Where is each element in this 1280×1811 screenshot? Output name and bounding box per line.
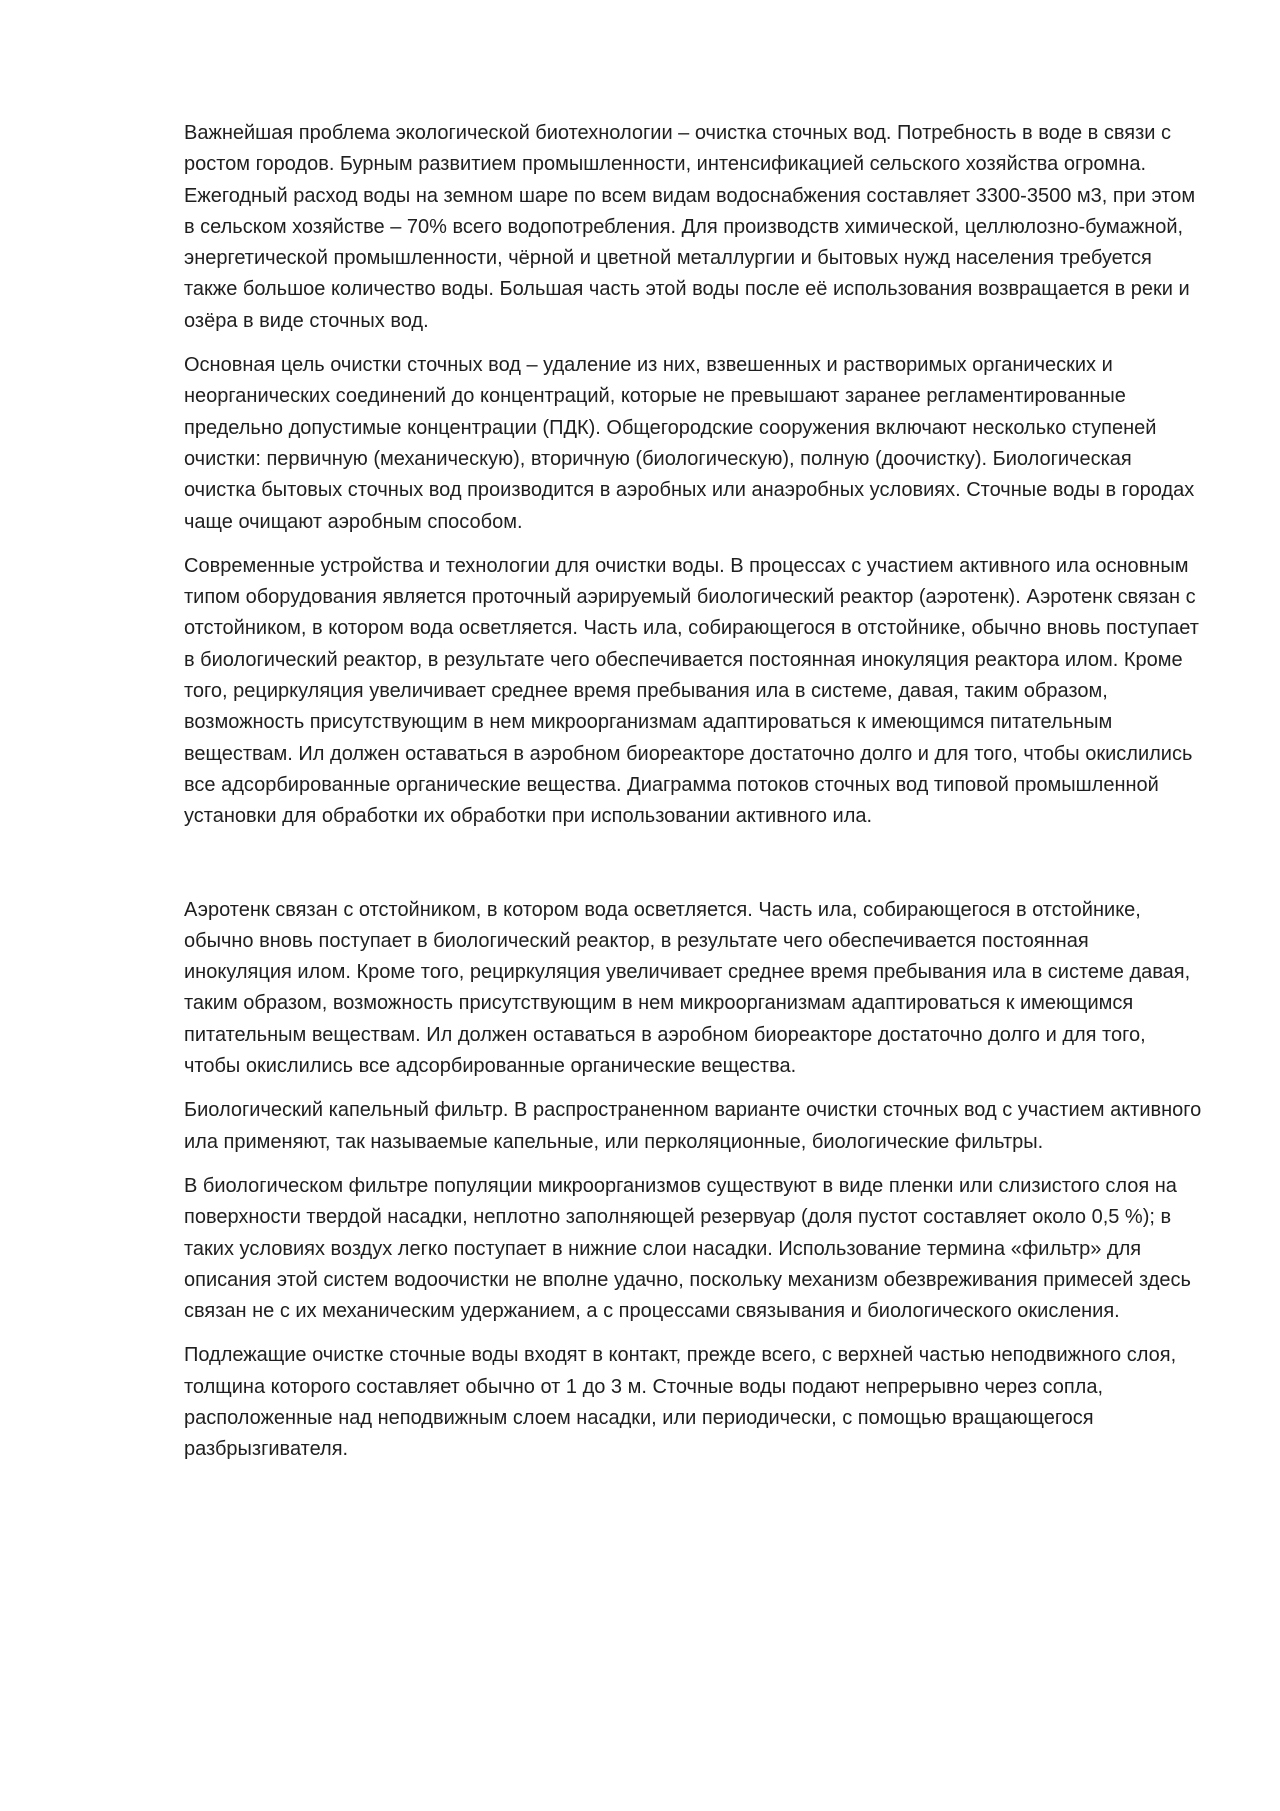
paragraph-biofilter-populations: В биологическом фильтре популяции микроорганизмов существуют в виде пленки или слизистого слоя на поверхности твердой насадки, неплотно заполняющей резервуар (доля пустот составляет около 0,5 %); в таких условиях воздух легко поступает в нижние слои насадки. Использование термина «фильтр» для описания этой систем водоочистки не вполне удачно, поскольку механизм обезвреживания примесей здесь связан не с их механическим удержанием, а с процессами связывания и биологического окисления. bbox=[184, 1174, 1191, 1323]
paragraph-treatment-goal: Основная цель очистки сточных вод – удаление из них, взвешенных и растворимых органических и неорганических соединений до концентраций, которые не превышают заранее регламентированные предельно допустимые концентрации (ПДК). Общегородские сооружения включают несколько ступеней очистки: первичную (механическую), вторичную (биологическую), полную (доочистку). Биологическая очистка бытовых сточных вод производится в аэробных или анаэробных условиях. Сточные воды в городах чаще очищают аэробным способом. bbox=[184, 354, 1195, 533]
paragraph-wastewater-problem: Важнейшая проблема экологической биотехнологии – очистка сточных вод. Потребность в воде в связи с ростом городов. Бурным развитием промышленности, интенсификацией сельского хозяйства огромна. Ежегодный расход воды на земном шаре по всем видам водоснабжения составляет 3300-3500 м3, при этом в сельском хозяйстве – 70% всего водопотребления. Для производств химической, целлюлозно-бумажной, энергетической промышленности, чёрной и цветной металлургии и бытовых нужд населения требуется также большое количество воды. Большая часть этой воды после её использования возвращается в реки и озёра в виде сточных вод. bbox=[184, 122, 1196, 332]
document-body bbox=[184, 118, 1202, 1479]
paragraph-drip-filter: Биологический капельный фильтр. В распространенном варианте очистки сточных вод с участием активного ила применяют, так называемые капельные, или перколяционные, биологические фильтры. bbox=[184, 1099, 1202, 1153]
paragraph-modern-devices: Современные устройства и технологии для очистки воды. В процессах с участием активного ила основным типом оборудования является проточный аэрируемый биологический реактор (аэротенк). Аэротенк связан с отстойником, в котором вода осветляется. Часть ила, собирающегося в отстойнике, обычно вновь поступает в биологический реактор, в результате чего обеспечивается постоянная инокуляция реактора илом. Кроме того, рециркуляция увеличивает среднее время пребывания ила в системе, давая, таким образом, возможность присутствующим в нем микроорганизмам адаптироваться к имеющимся питательным веществам. Ил должен оставаться в аэробном биореакторе достаточно долго и для того, чтобы окислились все адсорбированные органические вещества. Диаграмма потоков сточных вод типовой промышленной установки для обработки их обработки при использовании активного ила. bbox=[184, 554, 1199, 828]
paragraph-aerotank: Аэротенк связан с отстойником, в котором вода осветляется. Часть ила, собирающегося в отстойнике, обычно вновь поступает в биологический реактор, в результате чего обеспечивается постоянная инокуляция илом. Кроме того, рециркуляция увеличивает среднее время пребывания ила в системе давая, таким образом, возможность присутствующим в нем микроорганизмам адаптироваться к имеющимся питательным веществам. Ил должен оставаться в аэробном биореакторе достаточно долго и для того, чтобы окислились все адсорбированные органические вещества. bbox=[184, 898, 1191, 1078]
paragraph-wastewater-contact: Подлежащие очистке сточные воды входят в контакт, прежде всего, с верхней частью неподвижного слоя, толщина которого составляет обычно от 1 до 3 м. Сточные воды подают непрерывно через сопла, расположенные над неподвижным слоем насадки, или периодически, с помощью вращающегося разбрызгивателя. bbox=[184, 1344, 1177, 1461]
